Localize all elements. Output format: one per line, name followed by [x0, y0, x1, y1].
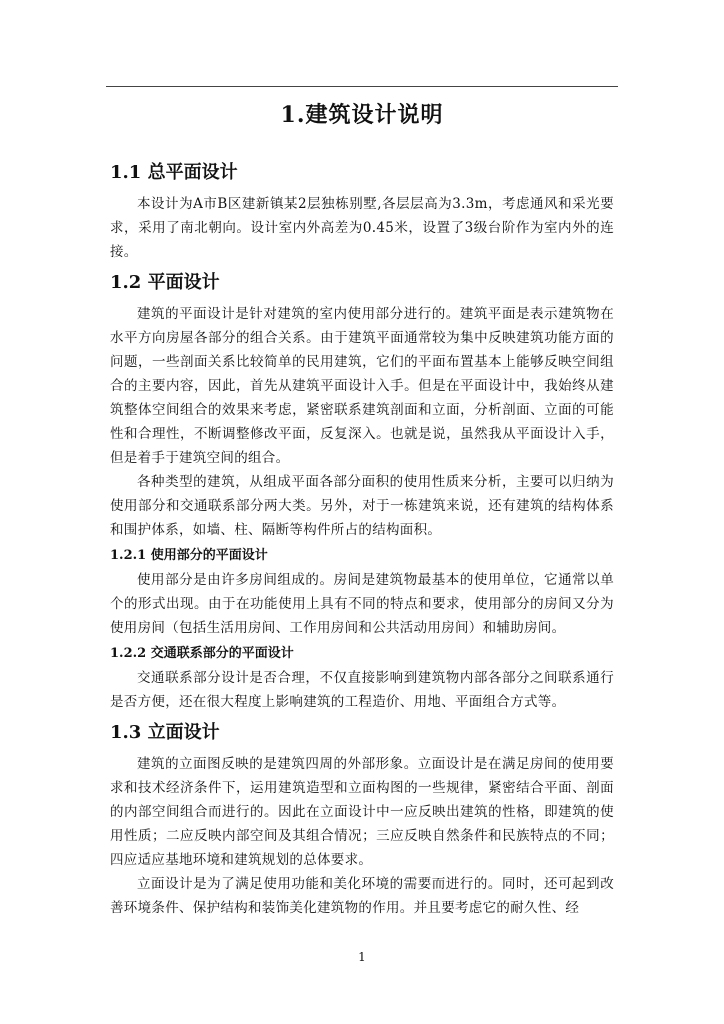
page-number: 1 — [358, 950, 366, 964]
section-1-1-paragraph: 本设计为A市B区建新镇某2层独栋别墅,各层层高为3.3m，考虑通风和采光要求，采用了南北朝向。设计室内外高差为0.45米，设置了3级台阶作为室内外的连接。 — [110, 196, 614, 260]
chapter-title: 1.建筑设计说明 — [280, 102, 444, 128]
section-1-3-heading: 1.3 立面设计 — [110, 722, 220, 743]
section-1-2-paragraph-1: 建筑的平面设计是针对建筑的室内使用部分进行的。建筑平面是表示建筑物在水平方向房屋各部分的组合关系。由于建筑平面通常较为集中反映建筑功能方面的问题，一些剖面关系比较简单的民用建筑，它们的平面布置基本上能够反映空间组合的主要内容，因此，首先从建筑平面设计入手。但是在平面设计中，我始终从建筑整体空间组合的效果来考虑，紧密联系建筑剖面和立面，分析剖面、立面的可能性和合理性，不断调整修改平面，反复深入。也就是说，虽然我从平面设计入手，但是着手于建筑空间的组合。 — [110, 306, 614, 466]
section-1-2-2-paragraph: 交通联系部分设计是否合理，不仅直接影响到建筑物内部各部分之间联系通行是否方便，还在很大程度上影响建筑的工程造价、用地、平面组合方式等。 — [110, 670, 614, 710]
header-rule — [106, 86, 618, 87]
section-1-2-1-paragraph: 使用部分是由许多房间组成的。房间是建筑物最基本的使用单位，它通常以单个的形式出现。由于在功能使用上具有不同的特点和要求，使用部分的房间又分为使用房间（包括生活用房间、工作用房间和公共活动用房间）和辅助房间。 — [110, 572, 614, 636]
section-1-2-2-heading: 1.2.2 交通联系部分的平面设计 — [110, 646, 294, 661]
section-1-3-paragraph-1: 建筑的立面图反映的是建筑四周的外部形象。立面设计是在满足房间的使用要求和技术经济条件下，运用建筑造型和立面构图的一些规律，紧密结合平面、剖面的内部空间组合而进行的。因此在立面设计中一应反映出建筑的性格，即建筑的使用性质；二应反映内部空间及其组合情况；三应反映自然条件和民族特点的不同；四应适应基地环境和建筑规划的总体要求。 — [110, 756, 614, 868]
section-1-3-paragraph-2: 立面设计是为了满足使用功能和美化环境的需要而进行的。同时，还可起到改善环境条件、保护结构和装饰美化建筑物的作用。并且要考虑它的耐久性、经 — [110, 876, 614, 916]
section-1-2-heading: 1.2 平面设计 — [110, 272, 220, 293]
section-1-1-heading: 1.1 总平面设计 — [110, 162, 238, 183]
section-1-2-1-heading: 1.2.1 使用部分的平面设计 — [110, 548, 268, 563]
page-content — [110, 96, 614, 920]
section-1-2-paragraph-2: 各种类型的建筑，从组成平面各部分面积的使用性质来分析，主要可以归纳为使用部分和交通联系部分两大类。另外，对于一栋建筑来说，还有建筑的结构体系和围护体系，如墙、柱、隔断等构件所占的结构面积。 — [110, 474, 614, 538]
